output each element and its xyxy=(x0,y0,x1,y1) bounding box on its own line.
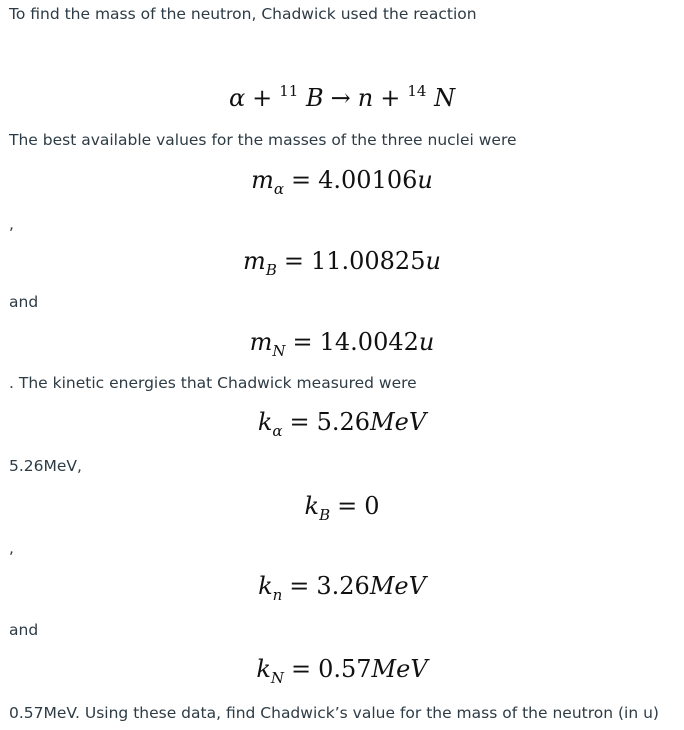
kinetic-nitrogen-equation xyxy=(0,653,684,685)
value: 0.57 xyxy=(318,655,372,683)
value: 4.00106 xyxy=(318,166,418,194)
unit: MeV xyxy=(369,572,426,600)
mass-nitrogen-equation xyxy=(0,326,684,358)
kinetic-alpha-equation xyxy=(0,406,684,438)
m-symbol: m xyxy=(243,247,266,275)
subscript: α xyxy=(273,180,285,198)
subscript: B xyxy=(265,261,277,279)
boron-symbol: B xyxy=(306,84,324,112)
unit: MeV xyxy=(370,408,427,436)
equals-sign: = xyxy=(289,408,310,436)
alpha-symbol: α xyxy=(228,84,246,112)
and-text: and xyxy=(9,621,39,639)
equals-sign: = xyxy=(291,655,312,683)
k-symbol: k xyxy=(304,492,320,520)
unit: u xyxy=(425,247,441,275)
subscript: n xyxy=(272,586,283,604)
value: 11.00825 xyxy=(310,247,426,275)
subscript: N xyxy=(270,669,284,687)
value: 14.0042 xyxy=(319,328,419,356)
value: 3.26 xyxy=(316,572,370,600)
best-values-text: The best available values for the masses of the three nuclei were xyxy=(9,131,517,149)
question-text: 0.57MeV. Using these data, find Chadwick’s value for the mass of the neutron (in u) xyxy=(9,704,659,722)
unit: u xyxy=(418,328,435,356)
k-symbol: k xyxy=(257,408,273,436)
subscript: N xyxy=(272,342,286,360)
unit: u xyxy=(417,166,433,194)
value: 0 xyxy=(364,492,380,520)
plus-sign: + xyxy=(252,84,273,112)
and-text: and xyxy=(9,293,39,311)
intro-text: To find the mass of the neutron, Chadwick used the reaction xyxy=(9,5,477,23)
plus-sign: + xyxy=(380,84,401,112)
kinetic-boron-equation xyxy=(0,490,684,522)
equals-sign: = xyxy=(291,166,312,194)
energy-alpha-text: 5.26MeV, xyxy=(9,457,82,475)
unit: MeV xyxy=(371,655,428,683)
k-symbol: k xyxy=(258,572,273,600)
k-symbol: k xyxy=(256,655,271,683)
m-symbol: m xyxy=(249,328,273,356)
value: 5.26 xyxy=(316,408,371,436)
subscript: α xyxy=(272,422,283,440)
equals-sign: = xyxy=(337,492,358,520)
arrow-symbol: → xyxy=(330,84,351,112)
nitrogen-mass-number: 14 xyxy=(407,82,427,100)
equals-sign: = xyxy=(283,247,304,275)
comma-text: , xyxy=(9,539,14,557)
reaction-equation xyxy=(0,82,684,114)
neutron-symbol: n xyxy=(357,84,374,112)
subscript: B xyxy=(319,506,331,524)
mass-alpha-equation xyxy=(0,164,684,196)
equals-sign: = xyxy=(292,328,313,356)
kinetic-text: . The kinetic energies that Chadwick measured were xyxy=(9,374,417,392)
equals-sign: = xyxy=(289,572,310,600)
boron-mass-number: 11 xyxy=(279,82,299,100)
mass-boron-equation xyxy=(0,245,684,277)
kinetic-neutron-equation xyxy=(0,570,684,602)
nitrogen-symbol: N xyxy=(434,84,456,112)
m-symbol: m xyxy=(251,166,274,194)
comma-text: , xyxy=(9,215,14,233)
